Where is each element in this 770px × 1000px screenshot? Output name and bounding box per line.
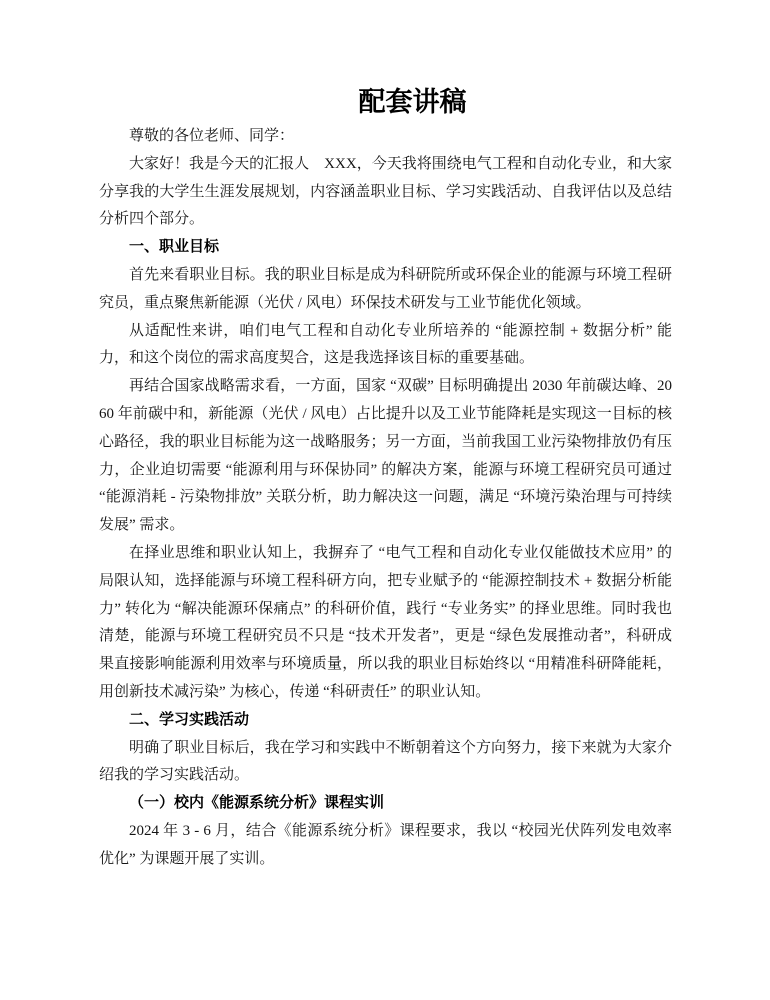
subsection-heading-course-training: （一）校内《能源系统分析》课程实训: [129, 795, 385, 812]
paragraph-career-goal-overview: 首先来看职业目标。我的职业目标是成为科研院所或环保企业的能源与环境工程研究员，重点聚焦新能源（光伏 / 风电）环保技术研发与工业节能优化领域。: [99, 266, 672, 311]
paragraph-salutation: 尊敬的各位老师、同学：: [129, 128, 295, 144]
paragraph-introduction: 大家好！我是今天的汇报人 XXX，今天我将围绕电气工程和自动化专业，和大家分享我的大学生生涯发展规划，内容涵盖职业目标、学习实践活动、自我评估以及总结分析四个部分。: [99, 155, 672, 228]
section-heading-learning-practice: 二、学习实践活动: [129, 711, 250, 728]
paragraph-career-mindset: 在择业思维和职业认知上，我摒弃了 “电气工程和自动化专业仅能做技术应用” 的局限认知，选择能源与环境工程科研方向，把专业赋予的 “能源控制技术 + 数据分析能力” 转化为 “解决能源环保痛点” 的科研价值，践行 “专业务实” 的择业思维。同时我也清楚，能源与环境工程研究员不只是 “技术开发者”，更是 “绿色发展推动者”，科研成果直接影响能源利用效率与环境质量，所以我的职业目标始终以 “用精准科研降能耗，用创新技术减污染” 为核心，传递 “科研责任” 的职业认知。: [99, 544, 672, 700]
paragraph-national-strategy: 再结合国家战略需求看，一方面，国家 “双碳” 目标明确提出 2030 年前碳达峰、2060 年前碳中和，新能源（光伏 / 风电）占比提升以及工业节能降耗是实现这一目标的核心路径，我的职业目标能为这一战略服务；另一方面，当前我国工业污染物排放仍有压力，企业迫切需要 “能源利用与环保协同” 的解决方案，能源与环境工程研究员可通过 “能源消耗 - 污染物排放” 关联分析，助力解决这一问题，满足 “环境污染治理与可持续发展” 需求。: [99, 378, 672, 534]
paragraph-learning-practice-intro: 明确了职业目标后，我在学习和实践中不断朝着这个方向努力，接下来就为大家介绍我的学习实践活动。: [99, 739, 672, 784]
document-title: 配套讲稿: [358, 87, 467, 117]
paragraph-course-training-detail: 2024 年 3 - 6 月，结合《能源系统分析》课程要求，我以 “校园光伏阵列发电效率优化” 为课题开展了实训。: [99, 822, 672, 867]
paragraph-major-fit: 从适配性来讲，咱们电气工程和自动化专业所培养的 “能源控制 + 数据分析” 能力，和这个岗位的需求高度契合，这是我选择该目标的重要基础。: [99, 322, 672, 367]
section-heading-career-goal: 一、职业目标: [129, 239, 220, 256]
